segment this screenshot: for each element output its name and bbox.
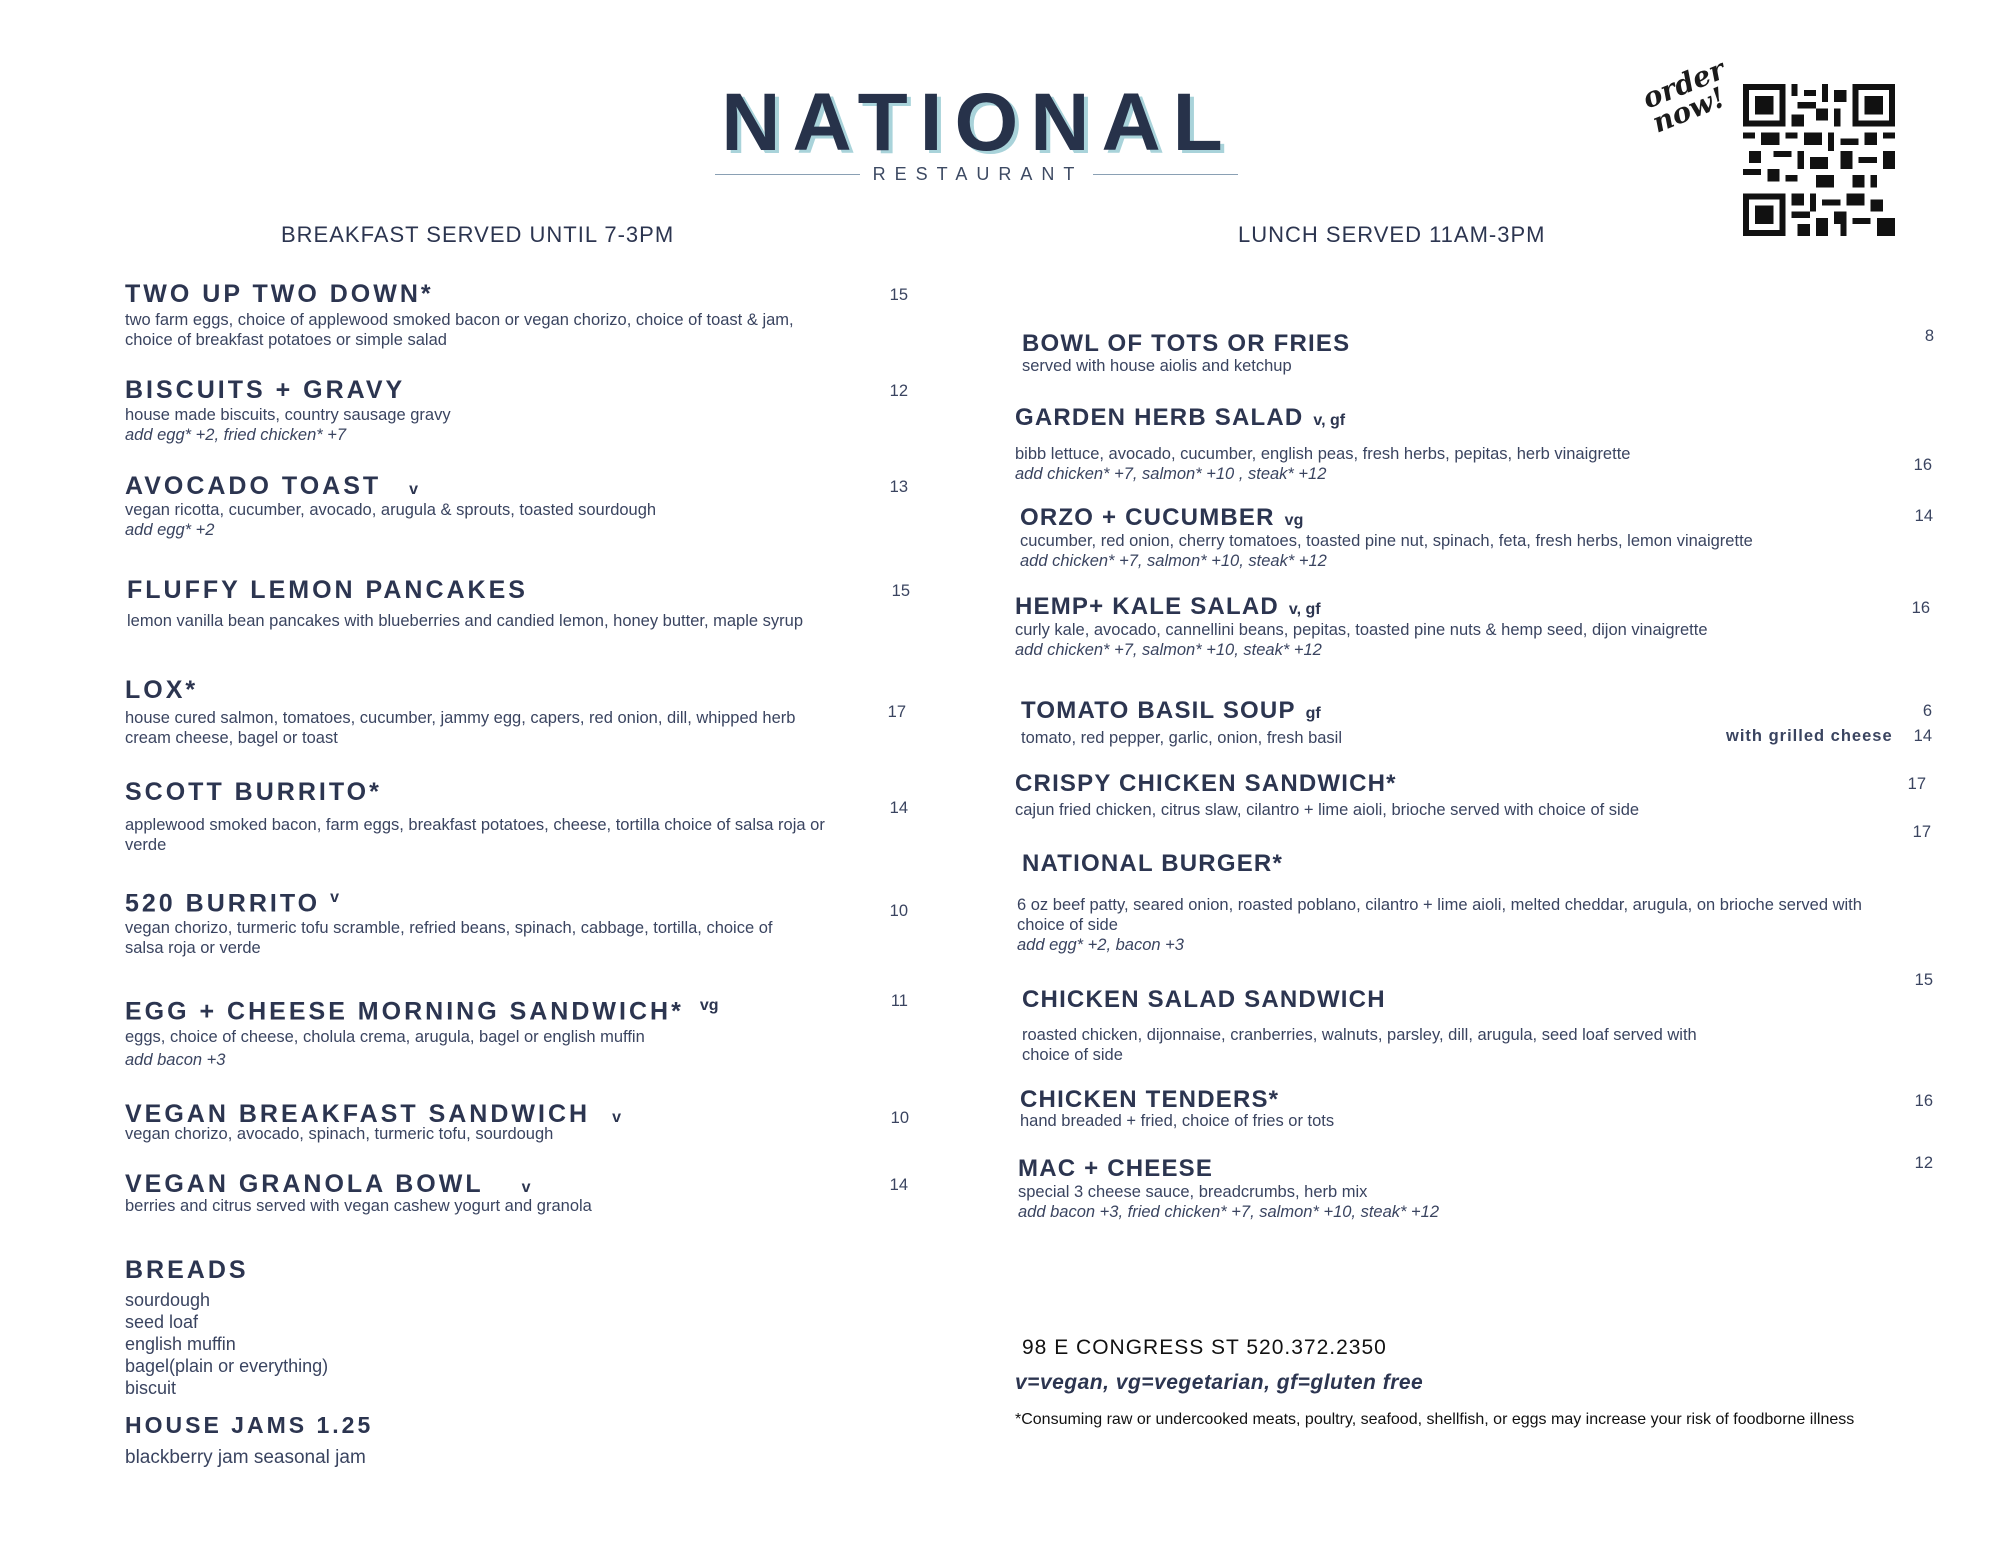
lunch-item-addon: add bacon +3, fried chicken* +7, salmon* +10, steak* +12 — [1018, 1203, 1440, 1221]
breakfast-item-desc: vegan chorizo, avocado, spinach, turmeric tofu, sourdough — [125, 1125, 554, 1143]
lunch-item-name: NATIONAL BURGER* — [1022, 850, 1283, 877]
lunch-item-name: MAC + CHEESE — [1018, 1155, 1214, 1182]
lunch-item-desc: roasted chicken, dijonnaise, cranberries, walnuts, parsley, dill, arugula, seed loaf served with choice of side — [1022, 1026, 1697, 1064]
lunch-item-name: HEMP+ KALE SALAD v, gf — [1015, 593, 1321, 620]
breakfast-item-price: 15 — [891, 582, 910, 600]
breakfast-header: BREAKFAST SERVED UNTIL 7-3PM — [281, 222, 675, 247]
lunch-item-desc: bibb lettuce, avocado, cucumber, english peas, fresh herbs, pepitas, herb vinaigrette add chicken* +7, salmon* +10 , steak* +12 — [1015, 444, 1855, 484]
lunch-item-price: 8 — [1924, 327, 1934, 345]
lunch-item-desc: hand breaded + fried, choice of fries or tots — [1020, 1112, 1335, 1130]
breakfast-item-name: SCOTT BURRITO* — [125, 778, 382, 806]
logo-subtitle: RESTAURANT — [872, 164, 1084, 184]
lunch-item-name: GARDEN HERB SALAD v, gf — [1015, 404, 1346, 431]
breakfast-item-desc: applewood smoked bacon, farm eggs, breakfast potatoes, cheese, tortilla choice of salsa roja or verde — [125, 816, 825, 854]
breakfast-item-addon: add egg* +2 — [125, 521, 215, 539]
breakfast-item-desc: eggs, choice of cheese, cholula crema, arugula, bagel or english muffin add bacon +3 — [125, 1027, 805, 1070]
grilled-cheese-price: 14 — [1913, 727, 1932, 745]
breakfast-item-name: LOX* — [125, 676, 199, 704]
lunch-item-price: 14 — [1914, 507, 1933, 525]
lunch-item-price: 17 — [1912, 823, 1931, 841]
lunch-item-price: 16 — [1914, 1092, 1933, 1110]
breakfast-item-name: FLUFFY LEMON PANCAKES — [127, 576, 528, 604]
lunch-item-desc: cajun fried chicken, citrus slaw, cilantro + lime aioli, brioche served with choice of side — [1015, 801, 1640, 819]
bread-option: biscuit — [125, 1378, 177, 1398]
lunch-item-desc: special 3 cheese sauce, breadcrumbs, herb mix add bacon +3, fried chicken* +7, salmon* +10, steak* +12 — [1018, 1182, 1878, 1222]
breakfast-item-name: VEGAN GRANOLA BOWL v — [125, 1170, 531, 1198]
diet-legend: v=vegan, vg=vegetarian, gf=gluten free — [1015, 1371, 1424, 1394]
lunch-item-desc: curly kale, avocado, cannellini beans, pepitas, toasted pine nuts & hemp seed, dijon vinaigrette add chicken* +7, salmon* +10, steak* +12 — [1015, 620, 1875, 660]
bread-option: bagel(plain or everything) — [125, 1356, 329, 1376]
breakfast-item-price: 13 — [889, 478, 908, 496]
restaurant-address: 98 E CONGRESS ST 520.372.2350 — [1022, 1336, 1387, 1359]
order-now-label: order now! — [1637, 52, 1730, 140]
breakfast-item-desc: berries and citrus served with vegan cashew yogurt and granola — [125, 1197, 592, 1215]
lunch-header: LUNCH SERVED 11AM-3PM — [1238, 222, 1546, 247]
diet-tag: v — [612, 1109, 621, 1126]
lunch-item-name: CHICKEN TENDERS* — [1020, 1086, 1280, 1113]
breakfast-item-addon: add bacon +3 — [125, 1051, 226, 1069]
breakfast-item-name: VEGAN BREAKFAST SANDWICH v — [125, 1100, 621, 1128]
diet-tag: vg — [1284, 512, 1304, 529]
diet-tag: v, gf — [1313, 412, 1346, 429]
breakfast-item-price: 10 — [889, 902, 908, 920]
lunch-item-name: TOMATO BASIL SOUP gf — [1021, 697, 1321, 724]
lunch-item-addon: add egg* +2, bacon +3 — [1017, 936, 1184, 954]
lunch-item-desc: cucumber, red onion, cherry tomatoes, toasted pine nut, spinach, feta, fresh herbs, lemon vinaigrette add chicken* +7, salmon* +10, steak* +12 — [1020, 531, 1880, 571]
logo-divider-right — [1093, 174, 1238, 175]
diet-tag: v — [409, 481, 419, 498]
lunch-item-addon: add chicken* +7, salmon* +10, steak* +12 — [1015, 641, 1322, 659]
restaurant-logo: NATIONAL — [721, 77, 1235, 168]
lunch-item-price: 15 — [1914, 971, 1933, 989]
breakfast-item-price: 10 — [890, 1109, 909, 1127]
breads-title: BREADS — [125, 1256, 249, 1284]
breakfast-item-price: 11 — [890, 992, 908, 1010]
lunch-item-price: 16 — [1913, 456, 1932, 474]
lunch-item-price: 16 — [1911, 599, 1930, 617]
breakfast-item-desc: two farm eggs, choice of applewood smoked bacon or vegan chorizo, choice of toast & jam, choice of breakfast potatoes or simple salad — [125, 311, 794, 349]
lunch-item-addon: add chicken* +7, salmon* +10 , steak* +12 — [1015, 465, 1327, 483]
consumption-disclaimer: *Consuming raw or undercooked meats, poultry, seafood, shellfish, or eggs may increase your risk of foodborne illness — [1015, 1411, 1855, 1428]
diet-tag: v — [521, 1179, 531, 1196]
diet-tag: vg — [699, 997, 719, 1014]
lunch-item-name: CHICKEN SALAD SANDWICH — [1022, 986, 1386, 1013]
breakfast-item-price: 17 — [887, 703, 906, 721]
breakfast-item-price: 14 — [889, 799, 908, 817]
breakfast-item-name: 520 BURRITO $^v$ — [125, 889, 339, 918]
breakfast-item-price: 12 — [889, 382, 908, 400]
lunch-item-desc: tomato, red pepper, garlic, onion, fresh basil — [1021, 729, 1343, 747]
breakfast-item-desc: lemon vanilla bean pancakes with blueberries and candied lemon, honey butter, maple syrup — [127, 612, 804, 630]
lunch-item-price: 17 — [1907, 775, 1926, 793]
breakfast-item-name: BISCUITS + GRAVY — [125, 376, 406, 404]
diet-tag: gf — [1305, 705, 1321, 722]
diet-tag: v — [330, 889, 339, 906]
lunch-item-desc: served with house aiolis and ketchup — [1022, 357, 1292, 375]
qr-code-icon[interactable] — [1743, 84, 1895, 236]
breakfast-item-desc: vegan ricotta, cucumber, avocado, arugula & sprouts, toasted sourdough add egg* +2 — [125, 500, 805, 540]
breakfast-item-name: TWO UP TWO DOWN* — [125, 280, 434, 308]
breakfast-item-name: AVOCADO TOAST v — [125, 472, 419, 500]
lunch-item-desc: 6 oz beef patty, seared onion, roasted poblano, cilantro + lime aioli, melted cheddar, arugula, on brioche served with choice of side add egg* +2, bacon +3 — [1017, 895, 1877, 955]
lunch-item-name: ORZO + CUCUMBER vg — [1020, 504, 1304, 531]
logo-divider-left — [715, 174, 860, 175]
bread-option: seed loaf — [125, 1312, 199, 1332]
lunch-item-name: CRISPY CHICKEN SANDWICH* — [1015, 770, 1397, 797]
diet-tag: v, gf — [1288, 601, 1321, 618]
lunch-item-name: BOWL OF TOTS OR FRIES — [1022, 330, 1351, 357]
grilled-cheese-option: with grilled cheese — [1726, 727, 1893, 745]
breakfast-item-name: EGG + CHEESE MORNING SANDWICH* $^{vg}$ — [125, 997, 719, 1026]
lunch-item-price: 6 — [1922, 702, 1932, 720]
jams-list: blackberry jam seasonal jam — [125, 1447, 366, 1468]
breakfast-item-desc: house made biscuits, country sausage gravy add egg* +2, fried chicken* +7 — [125, 405, 805, 445]
breakfast-item-addon: add egg* +2, fried chicken* +7 — [125, 426, 347, 444]
lunch-item-addon: add chicken* +7, salmon* +10, steak* +12 — [1020, 552, 1327, 570]
bread-option: sourdough — [125, 1290, 211, 1310]
breakfast-item-price: 14 — [889, 1176, 908, 1194]
bread-option: english muffin — [125, 1334, 236, 1354]
breakfast-item-desc: vegan chorizo, turmeric tofu scramble, refried beans, spinach, cabbage, tortilla, choice of salsa roja or verde — [125, 919, 773, 957]
breakfast-item-price: 15 — [889, 286, 908, 304]
jams-title: HOUSE JAMS 1.25 — [125, 1412, 374, 1438]
breakfast-item-desc: house cured salmon, tomatoes, cucumber, jammy egg, capers, red onion, dill, whipped herb cream cheese, bagel or toast — [125, 709, 796, 747]
lunch-item-price: 12 — [1914, 1154, 1933, 1172]
